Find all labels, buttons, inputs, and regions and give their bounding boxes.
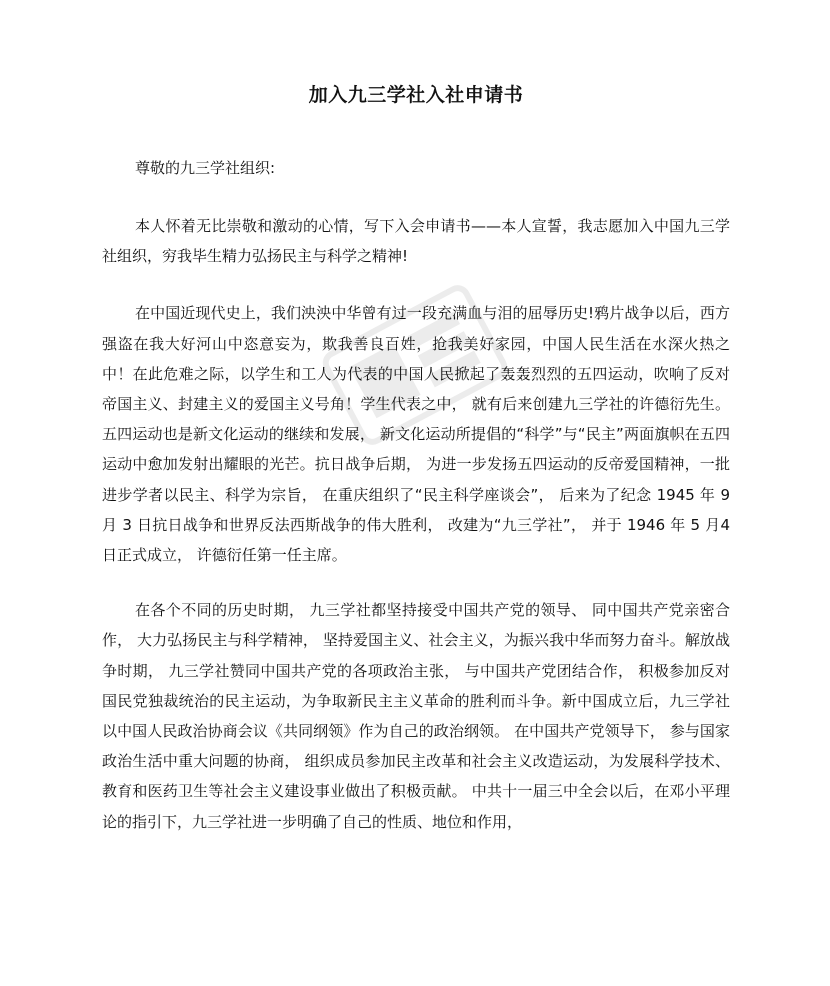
document-title: 加入九三学社入社申请书 bbox=[308, 84, 524, 106]
paragraph-history: 在中国近现代史上，我们泱泱中华曾有过一段充满血与泪的屈辱历史!鸦片战争以后，西方强盗在我大好河山中恣意妄为，欺我善良百姓，抢我美好家园，中国人民生活在水深火热之中！在此危难之际，以学生和工人为代表的中国人民掀起了轰轰烈烈的五四运动，吹响了反对帝国主义、封建主义的爱国主义号角！学生代表之中， 就有后来创建九三学社的许德衍先生。五四运动也是新文化运动的继续和发展， 新文化运动所提倡的“科学”与“民主”两面旗帜在五四运动中愈加发射出耀眼的光芒。抗日战争后期， 为进一步发扬五四运动的反帝爱国精神，一批进步学者以民主、科学为宗旨， 在重庆组织了“民主科学座谈会”， 后来为了纪念 1945 年 9 月 3 日抗日战争和世界反法西斯战争的伟大胜利， 改建为“九三学社”， 并于 1946 年 5 月4 日正式成立， 许德衍任第一任主席。 bbox=[102, 304, 730, 565]
greeting-line: 尊敬的九三学社组织: bbox=[135, 159, 276, 177]
paragraph-cooperation: 在各个不同的历史时期， 九三学社都坚持接受中国共产党的领导、 同中国共产党亲密合作， 大力弘扬民主与科学精神， 坚持爱国主义、社会主义，为振兴我中华而努力奋斗。解放战争时期， 九三学社赞同中国共产党的各项政治主张， 与中国共产党团结合作， 积极参加反对国民党独裁统治的民主运动，为争取新民主主义革命的胜利而斗争。新中国成立后，九三学社以中国人民政治协商会议《共同纲领》作为自己的政治纲领。 在中国共产党领导下， 参与国家政治生活中重大问题的协商， 组织成员参加民主改革和社会主义改造运动，为发展科学技术、教育和医药卫生等社会主义建设事业做出了积极贡献。 中共十一届三中全会以后，在邓小平理论的指引下，九三学社进一步明确了自己的性质、地位和作用， bbox=[102, 601, 730, 831]
paragraph-pledge: 本人怀着无比崇敬和激动的心情，写下入会申请书——本人宣誓，我志愿加入中国九三学社组织，穷我毕生精力弘扬民主与科学之精神! bbox=[102, 217, 730, 266]
